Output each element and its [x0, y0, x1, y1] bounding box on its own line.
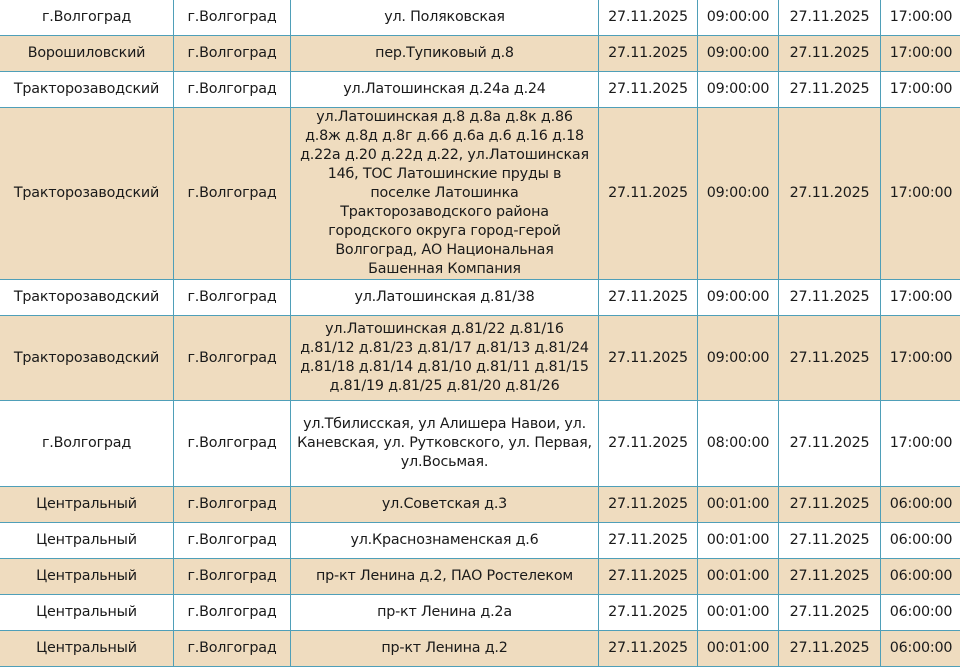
table-row — [0, 0, 960, 36]
cell-end-date: 27.11.2025 — [779, 401, 881, 487]
cell-start-time: 00:01:00 — [698, 595, 779, 631]
cell-start-date: 27.11.2025 — [599, 631, 698, 667]
cell-city: г.Волгоград — [174, 559, 291, 595]
cell-district: Тракторозаводский — [0, 72, 174, 108]
cell-city: г.Волгоград — [174, 72, 291, 108]
table-row — [0, 559, 960, 595]
cell-city: г.Волгоград — [174, 401, 291, 487]
cell-start-date: 27.11.2025 — [599, 0, 698, 36]
cell-city: г.Волгоград — [174, 523, 291, 559]
table-row — [0, 108, 960, 280]
cell-end-time: 17:00:00 — [881, 0, 960, 36]
cell-district: Центральный — [0, 487, 174, 523]
cell-end-date: 27.11.2025 — [779, 36, 881, 72]
cell-address: ул. Поляковская — [291, 0, 599, 36]
cell-district: Тракторозаводский — [0, 316, 174, 401]
cell-city: г.Волгоград — [174, 631, 291, 667]
cell-start-date: 27.11.2025 — [599, 72, 698, 108]
cell-address: пр-кт Ленина д.2, ПАО Ростелеком — [291, 559, 599, 595]
cell-start-time: 09:00:00 — [698, 36, 779, 72]
cell-end-date: 27.11.2025 — [779, 0, 881, 36]
cell-district: Центральный — [0, 595, 174, 631]
cell-address: ул.Латошинская д.8 д.8а д.8к д.86 д.8ж д.8д д.8г д.66 д.6а д.6 д.16 д.18 д.22а д.20 д.22д д.22, ул.Латошинская 14б, ТОС Латошинские пруды в поселке Латошинка Тракторозаводского района городского округа город-герой Волгоград, АО Национальная Башенная Компания — [291, 108, 599, 280]
cell-city: г.Волгоград — [174, 0, 291, 36]
cell-start-time: 00:01:00 — [698, 487, 779, 523]
cell-start-date: 27.11.2025 — [599, 316, 698, 401]
cell-start-date: 27.11.2025 — [599, 401, 698, 487]
table-row — [0, 72, 960, 108]
table-row — [0, 595, 960, 631]
cell-district: г.Волгоград — [0, 401, 174, 487]
cell-address: ул.Латошинская д.81/22 д.81/16 д.81/12 д.81/23 д.81/17 д.81/13 д.81/24 д.81/18 д.81/14 д.81/10 д.81/11 д.81/15 д.81/19 д.81/25 д.81/20 д.81/26 — [291, 316, 599, 401]
table-row — [0, 316, 960, 401]
cell-end-time: 06:00:00 — [881, 631, 960, 667]
cell-end-time: 17:00:00 — [881, 316, 960, 401]
cell-start-time: 09:00:00 — [698, 316, 779, 401]
cell-city: г.Волгоград — [174, 280, 291, 316]
cell-end-time: 06:00:00 — [881, 523, 960, 559]
cell-district: Тракторозаводский — [0, 108, 174, 280]
table-row — [0, 631, 960, 667]
cell-address: ул.Советская д.3 — [291, 487, 599, 523]
cell-address: ул.Тбилисская, ул Алишера Навои, ул. Каневская, ул. Рутковского, ул. Первая, ул.Восьмая. — [291, 401, 599, 487]
cell-address: пр-кт Ленина д.2а — [291, 595, 599, 631]
cell-district: Центральный — [0, 559, 174, 595]
cell-end-time: 17:00:00 — [881, 108, 960, 280]
cell-end-time: 06:00:00 — [881, 559, 960, 595]
cell-district: Тракторозаводский — [0, 280, 174, 316]
cell-end-time: 17:00:00 — [881, 36, 960, 72]
cell-end-date: 27.11.2025 — [779, 595, 881, 631]
cell-start-date: 27.11.2025 — [599, 280, 698, 316]
cell-end-date: 27.11.2025 — [779, 280, 881, 316]
cell-end-date: 27.11.2025 — [779, 487, 881, 523]
table-row — [0, 401, 960, 487]
cell-district: Центральный — [0, 523, 174, 559]
cell-address: пр-кт Ленина д.2 — [291, 631, 599, 667]
cell-end-date: 27.11.2025 — [779, 316, 881, 401]
cell-start-date: 27.11.2025 — [599, 36, 698, 72]
cell-city: г.Волгоград — [174, 316, 291, 401]
cell-district: Центральный — [0, 631, 174, 667]
cell-address: ул.Латошинская д.24а д.24 — [291, 72, 599, 108]
cell-start-date: 27.11.2025 — [599, 595, 698, 631]
cell-end-time: 06:00:00 — [881, 487, 960, 523]
cell-start-time: 00:01:00 — [698, 631, 779, 667]
cell-start-date: 27.11.2025 — [599, 559, 698, 595]
cell-start-date: 27.11.2025 — [599, 523, 698, 559]
cell-city: г.Волгоград — [174, 108, 291, 280]
cell-end-date: 27.11.2025 — [779, 72, 881, 108]
cell-start-time: 00:01:00 — [698, 523, 779, 559]
cell-district: г.Волгоград — [0, 0, 174, 36]
table-row — [0, 523, 960, 559]
cell-start-time: 08:00:00 — [698, 401, 779, 487]
cell-start-time: 09:00:00 — [698, 0, 779, 36]
cell-end-date: 27.11.2025 — [779, 559, 881, 595]
cell-address: пер.Тупиковый д.8 — [291, 36, 599, 72]
cell-end-date: 27.11.2025 — [779, 523, 881, 559]
cell-end-date: 27.11.2025 — [779, 631, 881, 667]
cell-end-time: 17:00:00 — [881, 72, 960, 108]
cell-address: ул.Латошинская д.81/38 — [291, 280, 599, 316]
cell-start-time: 09:00:00 — [698, 280, 779, 316]
cell-start-date: 27.11.2025 — [599, 108, 698, 280]
cell-district: Ворошиловский — [0, 36, 174, 72]
table-row — [0, 36, 960, 72]
cell-address: ул.Краснознаменская д.6 — [291, 523, 599, 559]
cell-end-time: 17:00:00 — [881, 280, 960, 316]
table-row — [0, 280, 960, 316]
cell-city: г.Волгоград — [174, 487, 291, 523]
cell-start-time: 09:00:00 — [698, 108, 779, 280]
table-row — [0, 487, 960, 523]
cell-end-time: 17:00:00 — [881, 401, 960, 487]
cell-start-time: 09:00:00 — [698, 72, 779, 108]
cell-end-date: 27.11.2025 — [779, 108, 881, 280]
cell-city: г.Волгоград — [174, 36, 291, 72]
cell-start-date: 27.11.2025 — [599, 487, 698, 523]
cell-city: г.Волгоград — [174, 595, 291, 631]
cell-start-time: 00:01:00 — [698, 559, 779, 595]
cell-end-time: 06:00:00 — [881, 595, 960, 631]
